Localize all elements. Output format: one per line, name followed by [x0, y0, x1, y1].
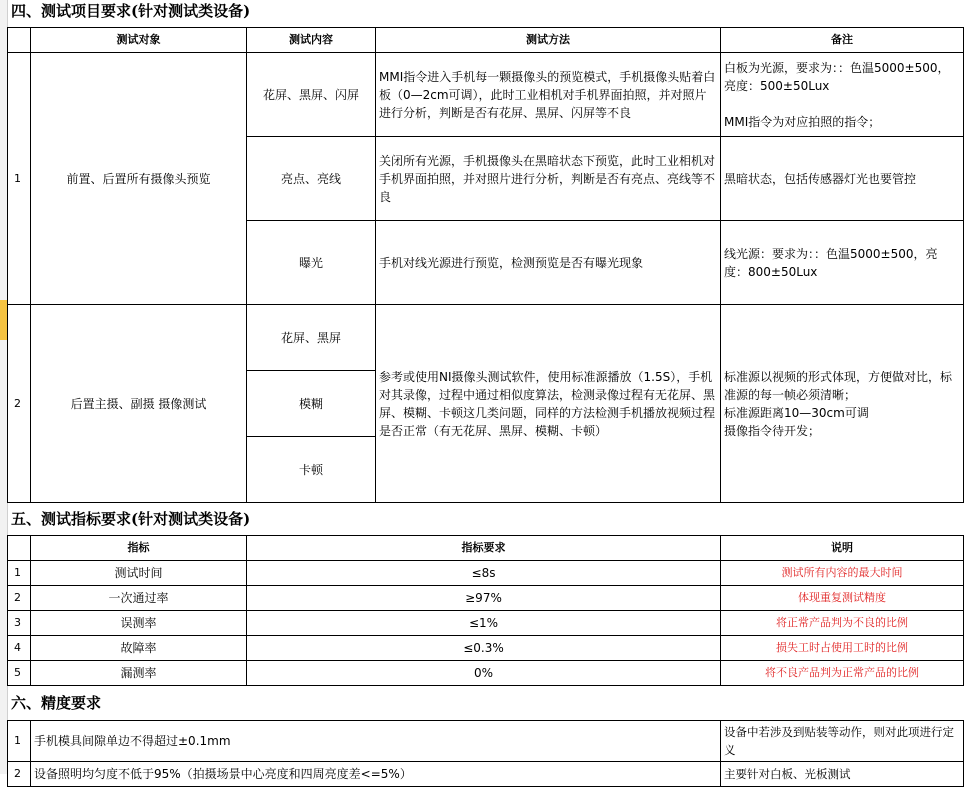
metric-requirement-cell[interactable]: ≤1%	[247, 611, 721, 636]
test-method-cell[interactable]: MMI指令进入手机每一颗摄像头的预览模式，手机摄像头贴着白板（0—2cm可调），此时工业相机对手机界面拍照，并对照片进行分析，判断是否有花屏、黑屏、闪屏等不良	[376, 53, 721, 137]
note-cell[interactable]: 线光源：要求为：：色温5000±500，亮度：800±50Lux	[721, 221, 964, 305]
metric-requirement-cell[interactable]: ≤8s	[247, 561, 721, 586]
metric-name-cell[interactable]: 故障率	[31, 636, 247, 661]
header-metric[interactable]: 指标	[31, 536, 247, 561]
test-content-cell[interactable]: 亮点、亮线	[247, 137, 376, 221]
row-number[interactable]: 3	[8, 611, 31, 636]
test-method-cell[interactable]: 手机对线光源进行预览，检测预览是否有曝光现象	[376, 221, 721, 305]
table-row	[8, 762, 964, 787]
note-cell[interactable]: 标准源以视频的形式体现，方便做对比，标准源的每一帧必须清晰； 标准源距离10—30cm可调 摄像指令待开发；	[721, 305, 964, 503]
table-row	[8, 561, 964, 586]
test-content-cell[interactable]: 花屏、黑屏、闪屏	[247, 53, 376, 137]
table-row	[8, 611, 964, 636]
test-content-cell[interactable]: 花屏、黑屏	[247, 305, 376, 371]
metric-description-cell[interactable]: 体现重复测试精度	[721, 586, 964, 611]
test-content-cell[interactable]: 模糊	[247, 371, 376, 437]
header-requirement[interactable]: 指标要求	[247, 536, 721, 561]
test-method-cell[interactable]: 参考或使用NI摄像头测试软件，使用标准源播放（1.5S），手机对其录像，过程中通过相似度算法，检测录像过程有无花屏、黑屏、模糊、卡顿这几类问题，同样的方法检测手机播放视频过程是否正常（有无花屏、黑屏、模糊、卡顿）	[376, 305, 721, 503]
row-number[interactable]: 1	[8, 721, 31, 762]
row-number[interactable]: 2	[8, 762, 31, 787]
row-number[interactable]: 4	[8, 636, 31, 661]
test-items-table	[7, 27, 964, 503]
section5-title: 五、测试指标要求(针对测试类设备)	[11, 510, 251, 528]
section6-title: 六、精度要求	[11, 694, 102, 712]
row-number[interactable]: 2	[8, 586, 31, 611]
precision-requirement-cell[interactable]: 手机模具间隙单边不得超过±0.1mm	[31, 721, 721, 762]
row-number[interactable]: 5	[8, 661, 31, 686]
note-cell[interactable]: 黑暗状态，包括传感器灯光也要管控	[721, 137, 964, 221]
table-row	[8, 53, 964, 137]
header-no[interactable]	[8, 536, 31, 561]
header-no[interactable]	[8, 28, 31, 53]
table-row	[8, 721, 964, 762]
metric-description-cell[interactable]: 将正常产品判为不良的比例	[721, 611, 964, 636]
precision-table	[7, 720, 964, 787]
metric-requirement-cell[interactable]: ≥97%	[247, 586, 721, 611]
metric-description-cell[interactable]: 测试所有内容的最大时间	[721, 561, 964, 586]
test-content-cell[interactable]: 卡顿	[247, 437, 376, 503]
test-content-cell[interactable]: 曝光	[247, 221, 376, 305]
header-method[interactable]: 测试方法	[376, 28, 721, 53]
table-row	[8, 305, 964, 371]
precision-note-cell[interactable]: 设备中若涉及到贴装等动作，则对此项进行定义	[721, 721, 964, 762]
metrics-table	[7, 535, 964, 686]
metric-description-cell[interactable]: 将不良产品判为正常产品的比例	[721, 661, 964, 686]
metric-name-cell[interactable]: 误测率	[31, 611, 247, 636]
header-object[interactable]: 测试对象	[31, 28, 247, 53]
table-row	[8, 661, 964, 686]
table-header-row	[8, 536, 964, 561]
header-description[interactable]: 说明	[721, 536, 964, 561]
header-note[interactable]: 备注	[721, 28, 964, 53]
row-number[interactable]: 2	[8, 305, 31, 503]
metric-description-cell[interactable]: 损失工时占使用工时的比例	[721, 636, 964, 661]
section4-title: 四、测试项目要求(针对测试类设备)	[11, 2, 251, 20]
metric-name-cell[interactable]: 漏测率	[31, 661, 247, 686]
test-object-cell[interactable]: 前置、后置所有摄像头预览	[31, 53, 247, 305]
metric-requirement-cell[interactable]: ≤0.3%	[247, 636, 721, 661]
metric-name-cell[interactable]: 一次通过率	[31, 586, 247, 611]
note-cell[interactable]: 白板为光源，要求为：：色温5000±500，亮度：500±50Lux MMI指令为对应拍照的指令；	[721, 53, 964, 137]
row-selection-marker	[0, 300, 7, 340]
row-number[interactable]: 1	[8, 561, 31, 586]
header-content[interactable]: 测试内容	[247, 28, 376, 53]
metric-requirement-cell[interactable]: 0%	[247, 661, 721, 686]
test-method-cell[interactable]: 关闭所有光源，手机摄像头在黑暗状态下预览，此时工业相机对手机界面拍照，并对照片进行分析，判断是否有亮点、亮线等不良	[376, 137, 721, 221]
row-number[interactable]: 1	[8, 53, 31, 305]
metric-name-cell[interactable]: 测试时间	[31, 561, 247, 586]
precision-requirement-cell[interactable]: 设备照明均匀度不低于95%（拍摄场景中心亮度和四周亮度差<=5%）	[31, 762, 721, 787]
table-header-row	[8, 28, 964, 53]
table-row	[8, 636, 964, 661]
test-object-cell[interactable]: 后置主摄、副摄 摄像测试	[31, 305, 247, 503]
precision-note-cell[interactable]: 主要针对白板、光板测试	[721, 762, 964, 787]
table-row	[8, 586, 964, 611]
